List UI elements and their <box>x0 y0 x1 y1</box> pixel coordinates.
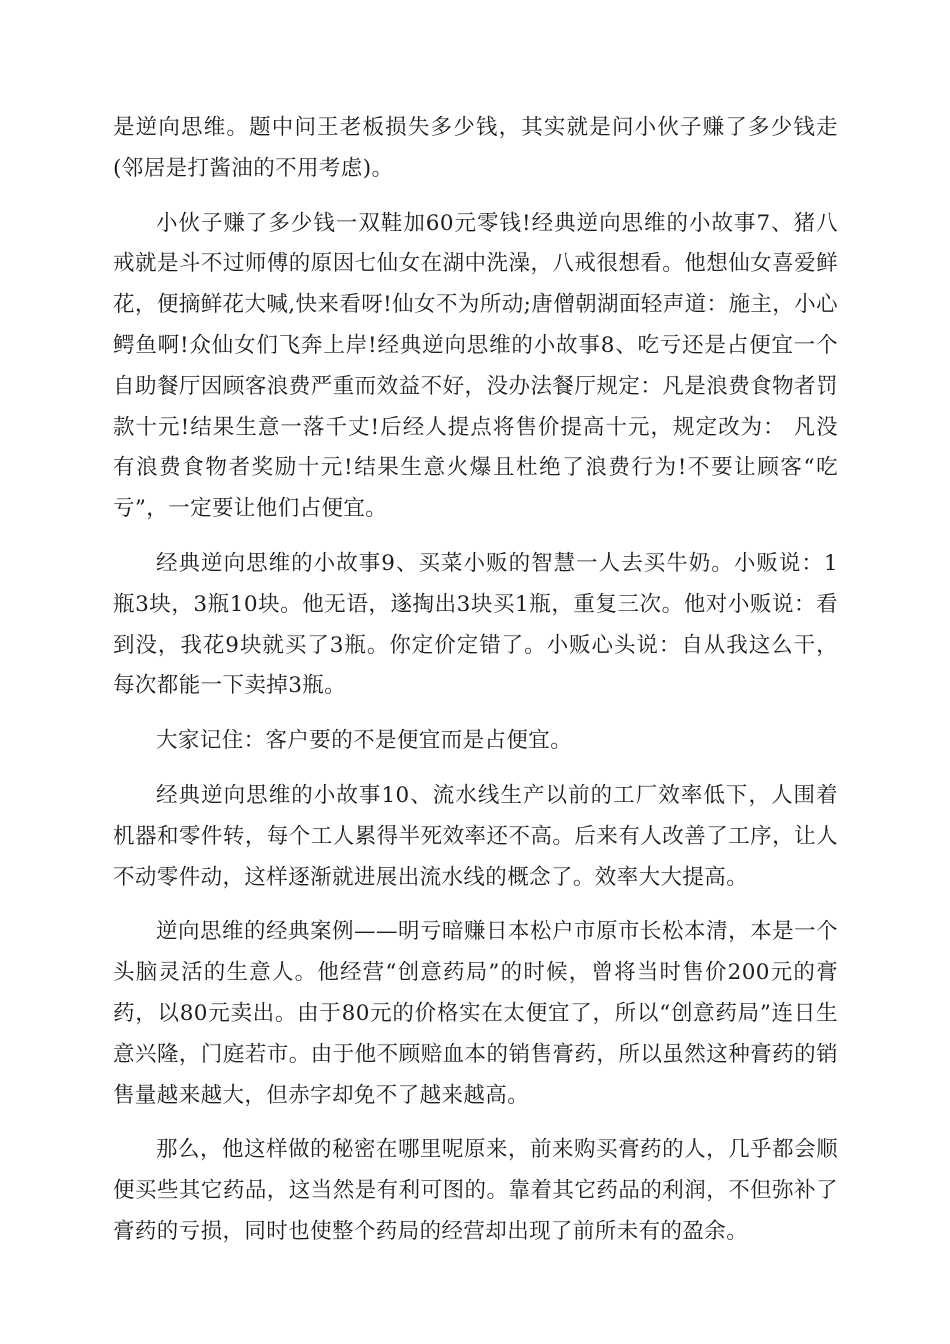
paragraph-1: 是逆向思维。题中问王老板损失多少钱，其实就是问小伙子赚了多少钱走(邻居是打酱油的不用考虑)。 <box>113 115 838 181</box>
document-body <box>113 108 838 1267</box>
paragraph-7: 那么，他这样做的秘密在哪里呢原来，前来购买膏药的人，几乎都会顺便买些其它药品，这当然是有利可图的。靠着其它药品的利润，不但弥补了膏药的亏损，同时也使整个药局的经营却出现了前所未有的盈余。 <box>113 1137 838 1244</box>
paragraph-5: 经典逆向思维的小故事10、流水线生产以前的工厂效率低下，人围着机器和零件转，每个工人累得半死效率还不高。后来有人改善了工序，让人不动零件动，这样逐渐就进展出流水线的概念了。效率大大提高。 <box>113 782 838 890</box>
paragraph-6: 逆向思维的经典案例——明亏暗赚日本松户市原市长松本清，本是一个头脑灵活的生意人。他经营“创意药局”的时候，曾将当时售价200元的膏药，以80元卖出。由于80元的价格实在太便宜了，所以“创意药局”连日生意兴隆，门庭若市。由于他不顾赔血本的销售膏药，所以虽然这种膏药的销售量越来越大，但赤字却免不了越来越高。 <box>113 919 838 1108</box>
paragraph-3: 经典逆向思维的小故事9、买菜小贩的智慧一人去买牛奶。小贩说：1瓶3块，3瓶10块。他无语，遂掏出3块买1瓶，重复三次。他对小贩说：看到没，我花9块就买了3瓶。你定价定错了。小贩心头说：自从我这么干，每次都能一下卖掉3瓶。 <box>113 550 838 699</box>
paragraph-2: 小伙子赚了多少钱一双鞋加60元零钱!经典逆向思维的小故事7、猪八戒就是斗不过师傅的原因七仙女在湖中洗澡，八戒很想看。他想仙女喜爱鲜花，便摘鲜花大喊,快来看呀!仙女不为所动;唐僧朝湖面轻声道：施主，小心鳄鱼啊!众仙女们飞奔上岸!经典逆向思维的小故事8、吃亏还是占便宜一个自助餐厅因顾客浪费严重而效益不好，没办法餐厅规定：凡是浪费食物者罚款十元!结果生意一落千丈!后经人提点将售价提高十元，规定改为： 凡没有浪费食物者奖励十元!结果生意火爆且杜绝了浪费行为!不要让顾客“吃亏”，一定要让他们占便宜。 <box>113 210 838 522</box>
paragraph-4: 大家记住：客户要的不是便宜而是占便宜。 <box>156 728 573 754</box>
